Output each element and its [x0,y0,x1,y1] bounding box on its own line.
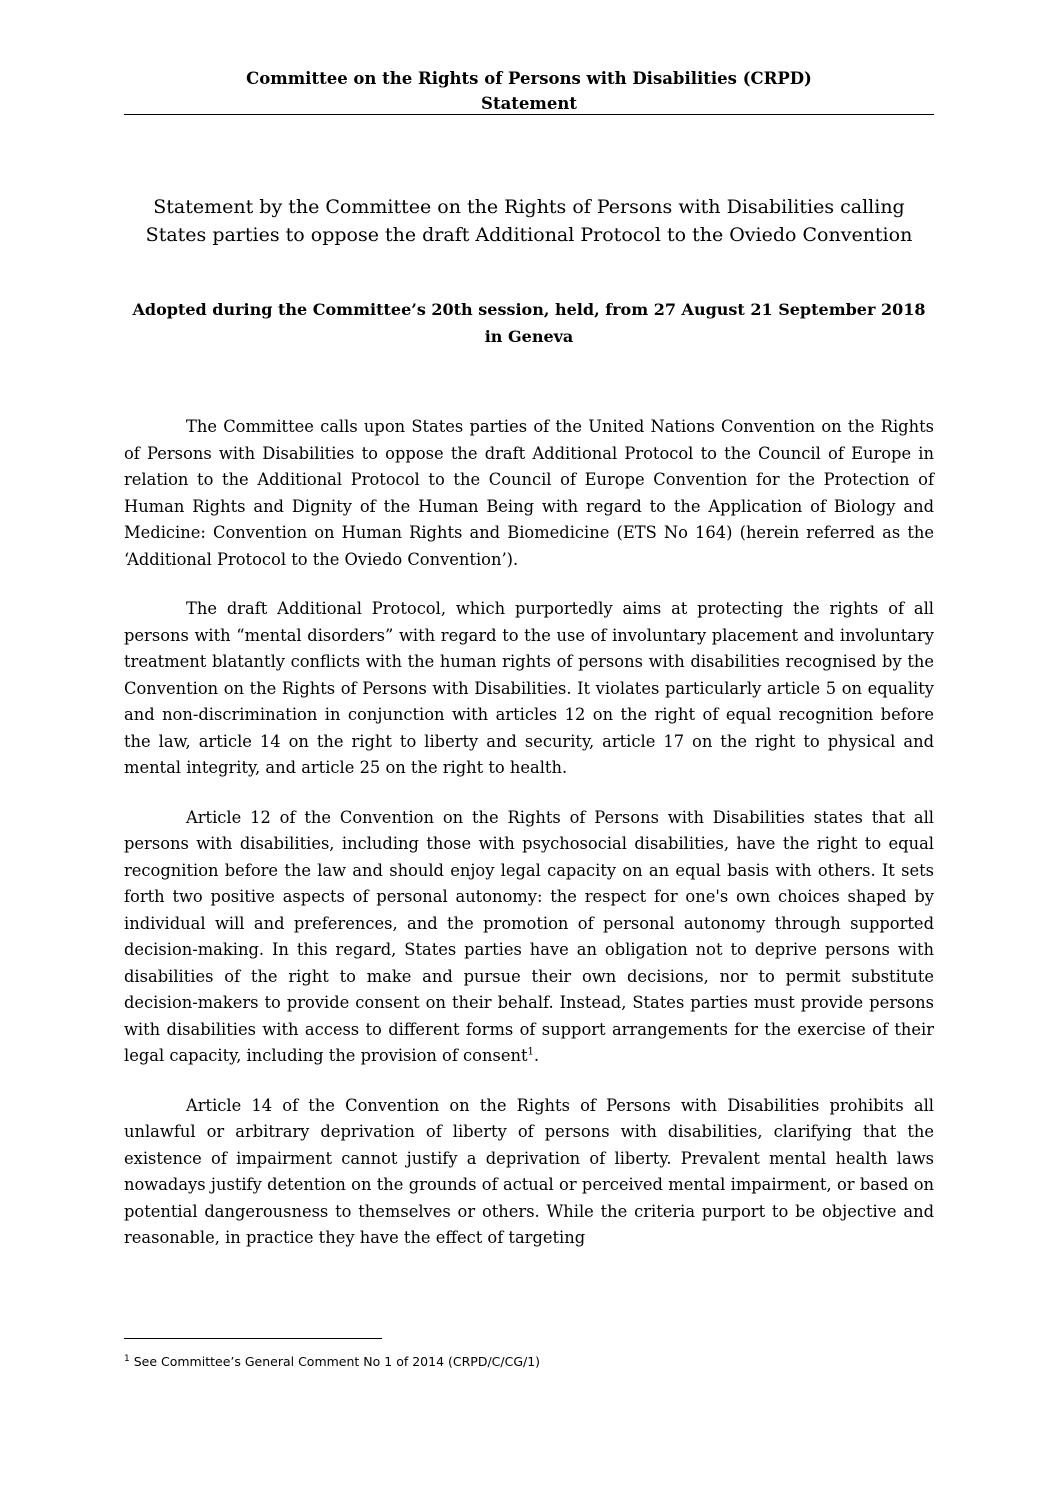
adoption-note [124,296,934,350]
paragraph-2: The draft Additional Protocol, which purportedly aims at protecting the rights of all persons with “mental disorders” with regard to the use of involuntary placement and involuntary treatment blatantly conflicts with the human rights of persons with disabilities recognised by the Convention on the Rights of Persons with Disabilities. It violates particularly article 5 on equality and non-discrimination in conjunction with articles 12 on the right of equal recognition before the law, article 14 on the right to liberty and security, article 17 on the right to physical and mental integrity, and article 25 on the right to health. [124,599,934,777]
paragraph-3 [124,805,934,1070]
paragraph-1: The Committee calls upon States parties of the United Nations Convention on the Rights of Persons with Disabilities to oppose the draft Additional Protocol to the Council of Europe in relation to the Additional Protocol to the Council of Europe Convention for the Protection of Human Rights and Dignity of the Human Being with regard to the Application of Biology and Medicine: Convention on Human Rights and Biomedicine (ETS No 164) (herein referred as the ‘Additional Protocol to the Oviedo Convention’). [124,417,934,569]
statement-body [124,414,934,1275]
header-divider [124,114,934,115]
adoption-line-1: Adopted during the Committee’s 20th session, held, from 27 August 21 September 2018 [132,300,926,319]
statement-title [124,193,934,249]
paragraph-3-end: . [533,1046,540,1065]
footnote-1 [124,1350,934,1371]
footnote-text: See Committee’s General Comment No 1 of 2014 (CRPD/C/CG/1) [129,1354,541,1370]
adoption-line-2: in Geneva [484,327,574,346]
title-line-2: States parties to oppose the draft Additional Protocol to the Oviedo Convention [145,224,913,246]
footnote-marker: 1 [124,1354,130,1364]
paragraph-3-text: Article 12 of the Convention on the Rights of Persons with Disabilities states that all persons with disabilities, including those with psychosocial disabilities, have the right to equal recognition before the law and should enjoy legal capacity on an equal basis with others. It sets forth two positive aspects of personal autonomy: the respect for one's own choices shaped by individual will and preferences, and the promotion of personal autonomy through supported decision-making. In this regard, States parties have an obligation not to deprive persons with disabilities of the right to make and pursue their own decisions, nor to permit substitute decision-makers to provide consent on their behalf. Instead, States parties must provide persons with disabilities with access to different forms of support arrangements for the exercise of their legal capacity, including the provision of consent [124,807,934,1065]
document-header [124,66,934,116]
header-organization: Committee on the Rights of Persons with Disabilities (CRPD) [246,69,812,88]
footnote-divider [124,1338,382,1339]
title-line-1: Statement by the Committee on the Rights of Persons with Disabilities calling [153,196,905,218]
footnote-reference-1[interactable]: 1 [527,1046,534,1058]
paragraph-4: Article 14 of the Convention on the Rights of Persons with Disabilities prohibits all unlawful or arbitrary deprivation of liberty of persons with disabilities, clarifying that the existence of impairment cannot justify a deprivation of liberty. Prevalent mental health laws nowadays justify detention on the grounds of actual or perceived mental impairment, or based on potential dangerousness to themselves or others. While the criteria purport to be objective and reasonable, in practice they have the effect of targeting [124,1095,934,1247]
header-document-type: Statement [481,94,577,113]
